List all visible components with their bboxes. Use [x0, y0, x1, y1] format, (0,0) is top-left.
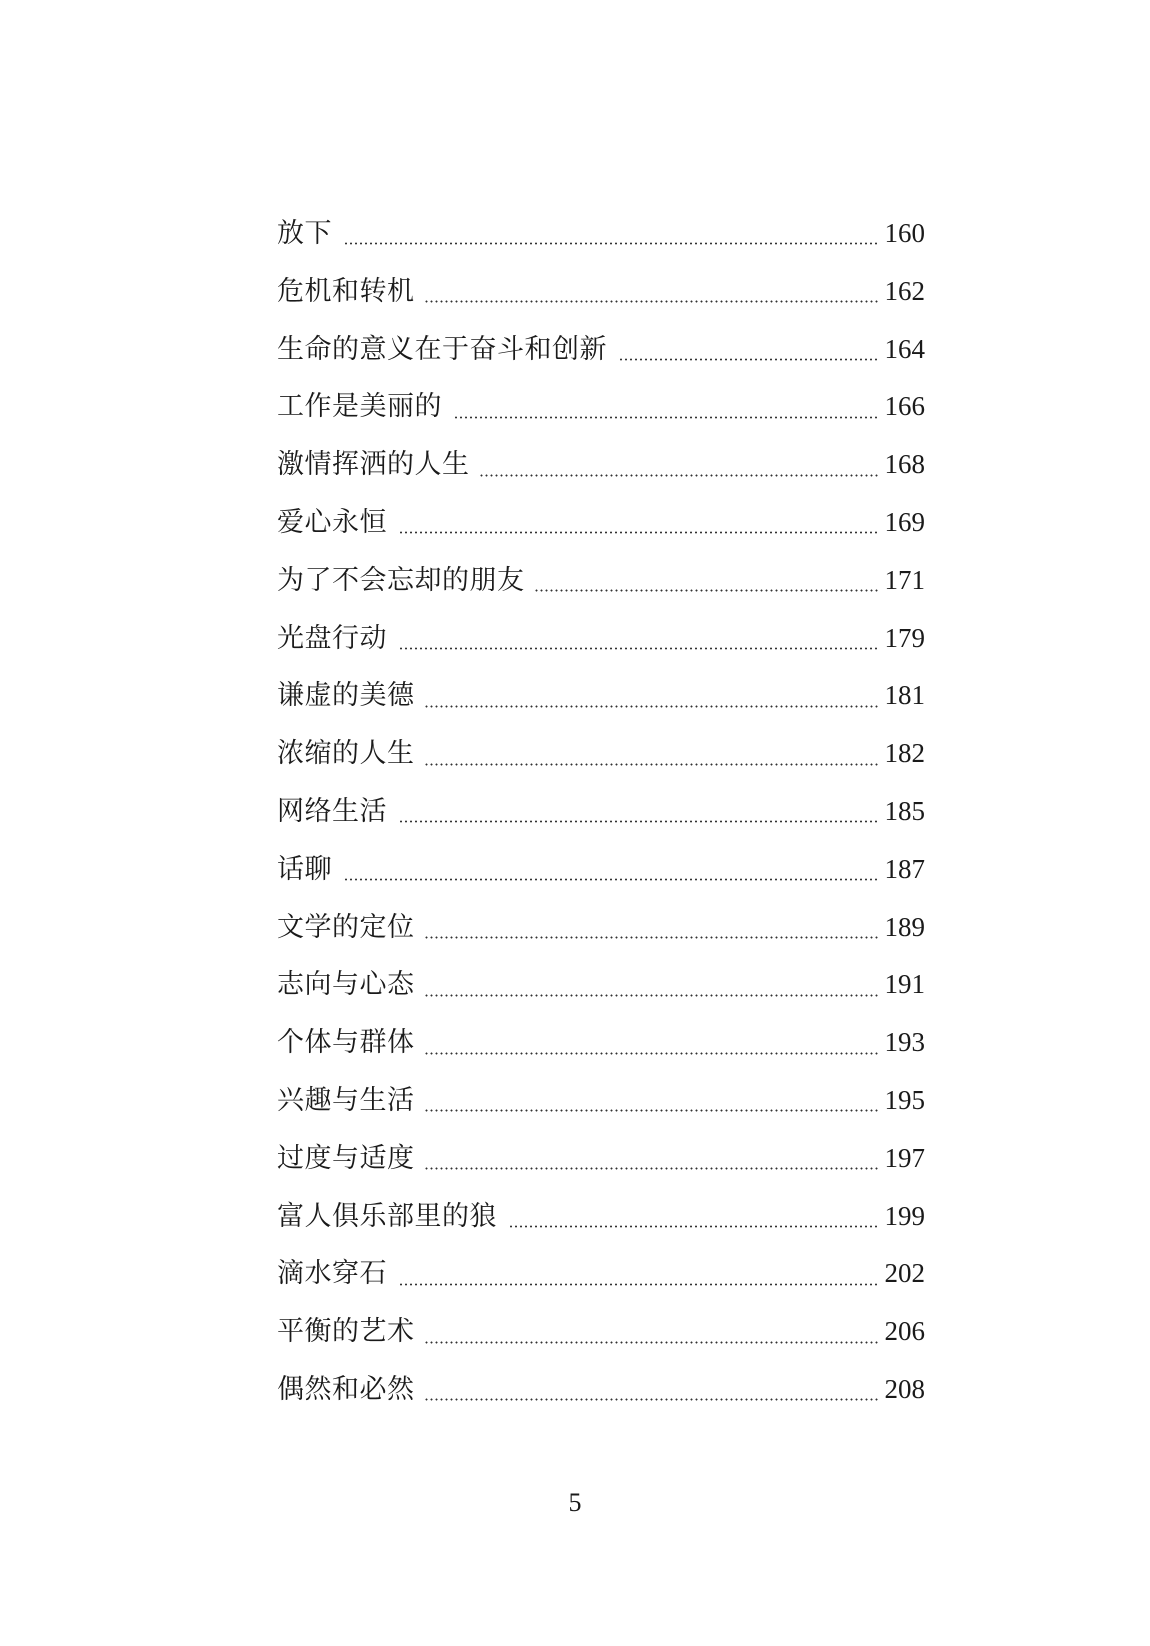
dot-leader	[397, 647, 879, 650]
toc-entry-title: 工作是美丽的	[277, 391, 442, 423]
dot-leader	[342, 242, 879, 245]
toc-entry-title: 放下	[277, 218, 332, 249]
toc-entry-title: 激情挥洒的人生	[277, 449, 470, 481]
toc-entry-title: 偶然和必然	[277, 1373, 415, 1405]
dot-leader	[425, 1109, 879, 1112]
toc-entry-page: 193	[884, 1027, 925, 1058]
toc-entry-page: 182	[884, 738, 925, 769]
toc-entry[interactable]	[277, 1188, 925, 1246]
dot-leader	[425, 1052, 879, 1055]
toc-entry-page: 171	[884, 564, 925, 595]
toc-entry-title: 个体与群体	[277, 1027, 415, 1059]
toc-entry-title: 网络生活	[277, 795, 387, 827]
toc-entry[interactable]	[277, 956, 925, 1014]
toc-entry-page: 206	[884, 1316, 925, 1347]
dot-leader	[425, 1167, 879, 1170]
toc-entry[interactable]	[277, 1014, 925, 1072]
toc-entry-page: 189	[884, 911, 925, 942]
dot-leader	[425, 763, 879, 766]
toc-entry-title: 爱心永恒	[277, 506, 387, 538]
toc-entry-page: 191	[884, 969, 925, 1000]
dot-leader	[452, 416, 879, 419]
dot-leader	[425, 1341, 879, 1344]
page-number: 5	[568, 1488, 582, 1517]
toc-entry-title: 浓缩的人生	[277, 738, 415, 770]
toc-entry[interactable]	[277, 205, 925, 263]
toc-entry-title: 滴水穿石	[277, 1258, 387, 1290]
toc-entry-page: 208	[884, 1373, 925, 1404]
dot-leader	[617, 358, 879, 361]
toc-entry[interactable]	[277, 783, 925, 841]
dot-leader	[507, 1225, 879, 1228]
toc-entry-page: 197	[884, 1142, 925, 1173]
toc-entry-page: 202	[884, 1258, 925, 1289]
toc-entry[interactable]	[277, 899, 925, 957]
toc-entry-title: 话聊	[277, 853, 332, 885]
dot-leader	[342, 878, 879, 881]
toc-entry-page: 179	[884, 622, 925, 653]
dot-leader	[397, 820, 879, 823]
dot-leader	[425, 1398, 879, 1401]
toc-entry[interactable]	[277, 321, 925, 379]
toc-entry-title: 兴趣与生活	[277, 1084, 415, 1116]
dot-leader	[535, 589, 879, 592]
toc-entry[interactable]	[277, 1130, 925, 1188]
toc-entry-page: 166	[884, 391, 925, 422]
dot-leader	[425, 705, 879, 708]
toc-entry-page: 195	[884, 1084, 925, 1115]
toc-entry-title: 危机和转机	[277, 275, 415, 307]
toc-entry[interactable]	[277, 263, 925, 321]
toc-entry-page: 169	[884, 506, 925, 537]
toc-entry[interactable]	[277, 552, 925, 610]
toc-entry-title: 为了不会忘却的朋友	[277, 564, 525, 596]
toc-entry-page: 181	[884, 680, 925, 711]
toc-entry[interactable]	[277, 841, 925, 899]
dot-leader	[397, 1283, 879, 1286]
toc-entry-page: 160	[884, 218, 925, 248]
toc-entry[interactable]	[277, 494, 925, 552]
toc-entry[interactable]	[277, 725, 925, 783]
toc-entry-title: 志向与心态	[277, 969, 415, 1001]
toc-entry-title: 富人俱乐部里的狼	[277, 1200, 497, 1232]
toc-entry[interactable]	[277, 1072, 925, 1130]
toc-entry-title: 文学的定位	[277, 911, 415, 943]
dot-leader	[425, 994, 879, 997]
dot-leader	[425, 300, 879, 303]
dot-leader	[397, 531, 879, 534]
toc-entry[interactable]	[277, 1245, 925, 1303]
toc-entry[interactable]	[277, 436, 925, 494]
toc-entry[interactable]	[277, 378, 925, 436]
toc-entry-page: 168	[884, 449, 925, 480]
toc-entry[interactable]	[277, 610, 925, 668]
toc-entry-title: 光盘行动	[277, 622, 387, 654]
dot-leader	[480, 474, 879, 477]
toc-entry-title: 平衡的艺术	[277, 1316, 415, 1348]
toc-entry[interactable]	[277, 1361, 925, 1419]
toc-entry-page: 199	[884, 1200, 925, 1231]
table-of-contents	[277, 205, 925, 1419]
toc-entry[interactable]	[277, 1303, 925, 1361]
dot-leader	[425, 936, 879, 939]
toc-entry-page: 185	[884, 795, 925, 826]
toc-entry-title: 谦虚的美德	[277, 680, 415, 712]
toc-entry[interactable]	[277, 667, 925, 725]
toc-entry-page: 187	[884, 853, 925, 884]
toc-entry-title: 生命的意义在于奋斗和创新	[277, 333, 607, 365]
toc-entry-page: 162	[884, 275, 925, 306]
toc-entry-page: 164	[884, 333, 925, 364]
toc-entry-title: 过度与适度	[277, 1142, 415, 1174]
